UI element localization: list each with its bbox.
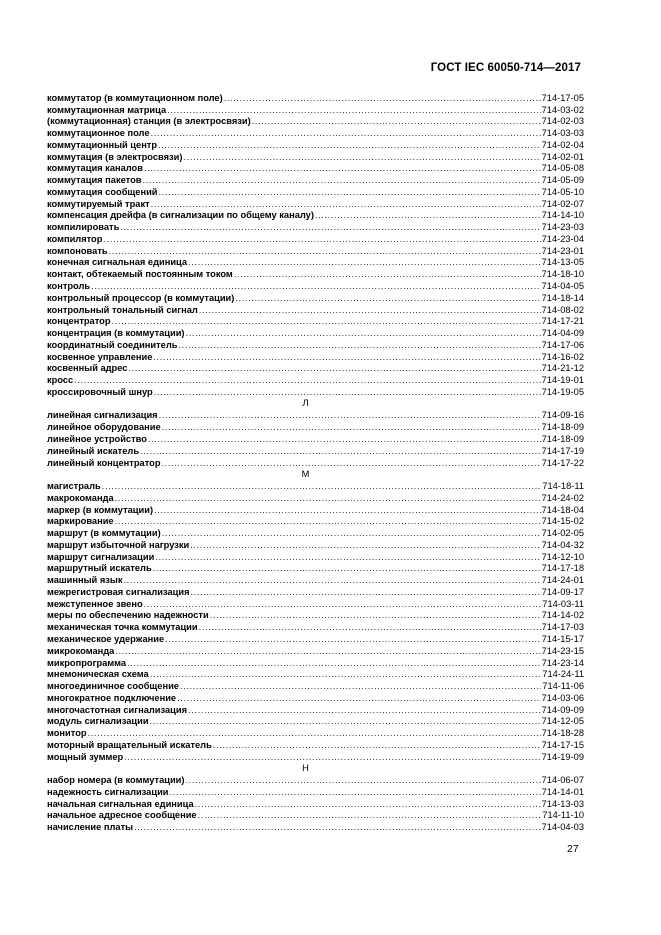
entry-term: надежность сигнализации: [47, 786, 169, 797]
index-entry: [47, 233, 584, 245]
dot-leader: [112, 316, 541, 327]
index-entry: [47, 280, 584, 292]
dot-leader: [183, 152, 540, 163]
entry-code: 714-23-01: [541, 245, 584, 256]
dot-leader: [148, 434, 541, 445]
entry-code: 714-18-10: [541, 269, 584, 280]
index-entry: [47, 116, 584, 128]
entry-term: набор номера (в коммутации): [47, 775, 185, 786]
index-entry: [47, 692, 584, 704]
dot-leader: [134, 822, 541, 833]
entry-code: 714-06-07: [541, 775, 584, 786]
entry-term: механическое удержание: [47, 633, 165, 644]
entry-code: 714-13-03: [541, 798, 584, 809]
dot-leader: [315, 210, 541, 221]
term-index: [47, 92, 584, 833]
entry-code: 714-04-32: [541, 539, 584, 550]
index-entry: [47, 786, 584, 798]
entry-code: 714-19-09: [541, 751, 584, 762]
dot-leader: [103, 234, 540, 245]
dot-leader: [191, 587, 541, 598]
dot-leader: [158, 140, 541, 151]
index-entry: [47, 680, 584, 692]
index-entry: [47, 821, 584, 833]
entry-term: линейный искатель: [47, 445, 140, 456]
index-entry: [47, 363, 584, 375]
dot-leader: [234, 269, 541, 280]
entry-code: 714-19-05: [541, 386, 584, 397]
index-entry: [47, 198, 584, 210]
entry-code: 714-18-09: [541, 433, 584, 444]
entry-code: 714-08-02: [541, 304, 584, 315]
index-entry: [47, 163, 584, 175]
dot-leader: [153, 563, 541, 574]
entry-term: линейная сигнализация: [47, 410, 158, 421]
entry-code: 714-05-10: [541, 186, 584, 197]
dot-leader: [188, 705, 541, 716]
entry-code: 714-03-06: [541, 692, 584, 703]
entry-term: коммутация каналов: [47, 163, 143, 174]
entry-code: 714-05-08: [541, 163, 584, 174]
entry-term: межрегистровая сигнализация: [47, 586, 190, 597]
index-entry: [47, 563, 584, 575]
index-entry: [47, 457, 584, 469]
entry-term: моторный вращательный искатель: [47, 739, 212, 750]
index-entry: [47, 339, 584, 351]
entry-code: 714-24-11: [542, 669, 584, 680]
dot-leader: [162, 458, 541, 469]
entry-term: линейное устройство: [47, 433, 147, 444]
dot-leader: [159, 187, 541, 198]
dot-leader: [120, 222, 540, 233]
entry-code: 714-04-03: [541, 822, 584, 833]
index-entry: [47, 751, 584, 763]
entry-code: 714-11-10: [542, 810, 584, 821]
dot-leader: [150, 669, 542, 680]
dot-leader: [213, 740, 541, 751]
entry-term: микропрограмма: [47, 657, 127, 668]
section-letter: М: [301, 468, 310, 479]
dot-leader: [124, 752, 540, 763]
dot-leader: [151, 199, 541, 210]
entry-term: коммутационная матрица: [47, 104, 167, 115]
entry-code: 714-09-16: [541, 410, 584, 421]
entry-term: мнемоническая схема: [47, 669, 149, 680]
entry-code: 714-17-05: [541, 92, 584, 103]
index-entry: [47, 669, 584, 681]
entry-term: машинный язык: [47, 575, 123, 586]
dot-leader: [162, 422, 541, 433]
dot-leader: [142, 175, 540, 186]
dot-leader: [167, 105, 540, 116]
entry-code: 714-12-05: [541, 716, 584, 727]
index-entry: [47, 551, 584, 563]
entry-term: кросс: [47, 375, 74, 386]
index-entry: [47, 704, 584, 716]
dot-leader: [144, 599, 542, 610]
entry-code: 714-23-15: [541, 645, 584, 656]
entry-term: координатный соединитель: [47, 339, 178, 350]
entry-code: 714-09-09: [541, 704, 584, 715]
entry-term: магистраль: [47, 481, 101, 492]
entry-term: механическая точка коммутации: [47, 622, 198, 633]
entry-code: 714-03-03: [541, 128, 584, 139]
entry-term: маршрут сигнализации: [47, 551, 155, 562]
index-entry: [47, 774, 584, 786]
entry-term: концентратор: [47, 316, 111, 327]
index-entry: [47, 445, 584, 457]
entry-term: контакт, обтекаемый постоянным током: [47, 269, 233, 280]
entry-code: 714-13-05: [541, 257, 584, 268]
dot-leader: [185, 775, 540, 786]
entry-code: 714-14-02: [541, 610, 584, 621]
entry-code: 714-11-06: [542, 681, 584, 692]
entry-code: 714-02-03: [541, 116, 584, 127]
entry-term: маркер (в коммутации): [47, 504, 154, 515]
index-entry: [47, 386, 584, 398]
index-entry: [47, 516, 584, 528]
entry-term: маршрут избыточной нагрузки: [47, 539, 190, 550]
entry-code: 714-12-10: [541, 551, 584, 562]
index-entry: [47, 151, 584, 163]
dot-leader: [115, 493, 541, 504]
entry-code: 714-17-15: [541, 739, 584, 750]
entry-term: маршрут (в коммутации): [47, 528, 161, 539]
entry-term: контроль: [47, 281, 91, 292]
index-entry: [47, 610, 584, 622]
entry-code: 714-18-04: [541, 504, 584, 515]
entry-code: 714-17-21: [541, 316, 584, 327]
entry-term: косвенное управление: [47, 351, 153, 362]
index-entry: [47, 92, 584, 104]
entry-term: кроссировочный шнур: [47, 386, 153, 397]
entry-term: концентрация (в коммутации): [47, 328, 185, 339]
index-entry: [47, 421, 584, 433]
entry-term: коммутатор (в коммутационном поле): [47, 92, 223, 103]
dot-leader: [150, 716, 541, 727]
entry-code: 714-03-02: [541, 104, 584, 115]
dot-leader: [186, 328, 541, 339]
dot-leader: [153, 352, 540, 363]
dot-leader: [198, 810, 542, 821]
index-entry: [47, 245, 584, 257]
dot-leader: [162, 528, 541, 539]
entry-code: 714-04-05: [541, 281, 584, 292]
index-entry: [47, 480, 584, 492]
entry-term: начисление платы: [47, 822, 134, 833]
entry-term: маркирование: [47, 516, 114, 527]
entry-term: многоединичное сообщение: [47, 681, 179, 692]
dot-leader: [102, 481, 542, 492]
dot-leader: [178, 340, 540, 351]
entry-term: начальная сигнальная единица: [47, 798, 194, 809]
dot-leader: [115, 516, 541, 527]
index-entry: [47, 716, 584, 728]
entry-term: микрокоманда: [47, 645, 115, 656]
entry-term: (коммутационная) станция (в электросвязи): [47, 116, 251, 127]
index-entry: [47, 104, 584, 116]
entry-term: многократное подключение: [47, 692, 177, 703]
index-entry: [47, 316, 584, 328]
entry-code: 714-14-10: [541, 210, 584, 221]
entry-term: макрокоманда: [47, 492, 114, 503]
index-entry: [47, 186, 584, 198]
index-entry: [47, 327, 584, 339]
index-entry: [47, 574, 584, 586]
entry-term: линейный концентратор: [47, 457, 161, 468]
dot-leader: [91, 281, 540, 292]
dot-leader: [210, 610, 541, 621]
index-entry: [47, 657, 584, 669]
entry-code: 714-24-01: [541, 575, 584, 586]
entry-term: модуль сигнализации: [47, 716, 149, 727]
dot-leader: [127, 658, 541, 669]
dot-leader: [235, 293, 540, 304]
entry-term: коммутируемый тракт: [47, 198, 150, 209]
entry-code: 714-02-01: [541, 151, 584, 162]
section-letter: Н: [302, 762, 309, 773]
entry-term: коммутационное поле: [47, 128, 150, 139]
entry-code: 714-19-01: [541, 375, 584, 386]
entry-code: 714-17-22: [541, 457, 584, 468]
index-entry: [47, 810, 584, 822]
index-entry: [47, 174, 584, 186]
dot-leader: [74, 375, 540, 386]
entry-code: 714-21-12: [541, 363, 584, 374]
entry-code: 714-02-05: [541, 528, 584, 539]
entry-term: начальное адресное сообщение: [47, 810, 197, 821]
entry-term: коммутационный центр: [47, 139, 158, 150]
entry-term: компоновать: [47, 245, 108, 256]
dot-leader: [151, 128, 541, 139]
index-entry: [47, 739, 584, 751]
index-entry: [47, 633, 584, 645]
entry-term: межступенное звено: [47, 598, 143, 609]
index-entry: [47, 539, 584, 551]
entry-term: меры по обеспечению надежности: [47, 610, 209, 621]
entry-code: 714-18-28: [541, 728, 584, 739]
entry-code: 714-23-03: [541, 222, 584, 233]
dot-leader: [252, 116, 541, 127]
entry-code: 714-02-07: [541, 198, 584, 209]
dot-leader: [144, 163, 541, 174]
dot-leader: [154, 505, 541, 516]
entry-code: 714-18-11: [542, 481, 584, 492]
index-entry: [47, 410, 584, 422]
index-entry: [47, 221, 584, 233]
entry-term: коммутация (в электросвязи): [47, 151, 183, 162]
index-entry: [47, 504, 584, 516]
dot-leader: [180, 681, 541, 692]
dot-leader: [165, 634, 540, 645]
entry-code: 714-09-17: [541, 586, 584, 597]
entry-term: конечная сигнальная единица: [47, 257, 188, 268]
dot-leader: [88, 728, 541, 739]
dot-leader: [195, 799, 541, 810]
entry-code: 714-18-09: [541, 422, 584, 433]
entry-code: 714-17-18: [541, 563, 584, 574]
dot-leader: [170, 787, 541, 798]
entry-code: 714-04-09: [541, 328, 584, 339]
index-entry: [47, 798, 584, 810]
entry-term: компенсация дрейфа (в сигнализации по общему каналу): [47, 210, 314, 221]
index-entry: [47, 645, 584, 657]
entry-code: 714-03-11: [542, 598, 584, 609]
dot-leader: [140, 446, 541, 457]
entry-code: 714-15-02: [541, 516, 584, 527]
index-entry: [47, 492, 584, 504]
entry-term: компилировать: [47, 222, 120, 233]
index-entry: [47, 527, 584, 539]
index-entry: [47, 127, 584, 139]
dot-leader: [115, 646, 540, 657]
entry-term: линейное оборудование: [47, 422, 161, 433]
dot-leader: [199, 305, 541, 316]
entry-term: косвенный адрес: [47, 363, 128, 374]
entry-code: 714-23-14: [541, 657, 584, 668]
index-entry: [47, 257, 584, 269]
entry-term: контрольный процессор (в коммутации): [47, 292, 235, 303]
entry-term: мощный зуммер: [47, 751, 124, 762]
entry-code: 714-23-04: [541, 233, 584, 244]
entry-term: многочастотная сигнализация: [47, 704, 188, 715]
entry-code: 714-24-02: [541, 492, 584, 503]
entry-code: 714-02-04: [541, 139, 584, 150]
index-entry: [47, 598, 584, 610]
index-entry: [47, 351, 584, 363]
index-entry: [47, 374, 584, 386]
index-entry: [47, 727, 584, 739]
page-number: 27: [567, 843, 579, 855]
entry-term: маршрутный искатель: [47, 563, 152, 574]
index-entry: [47, 210, 584, 222]
entry-code: 714-18-14: [541, 292, 584, 303]
index-entry: [47, 433, 584, 445]
entry-code: 714-16-02: [541, 351, 584, 362]
dot-leader: [177, 693, 541, 704]
entry-code: 714-17-19: [541, 445, 584, 456]
standard-header: ГОСТ IEC 60050-714—2017: [430, 62, 581, 74]
entry-term: коммутация пакетов: [47, 175, 142, 186]
dot-leader: [159, 410, 541, 421]
entry-term: монитор: [47, 728, 87, 739]
dot-leader: [155, 552, 540, 563]
index-entry: [47, 586, 584, 598]
index-entry: [47, 292, 584, 304]
dot-leader: [124, 575, 541, 586]
dot-leader: [154, 387, 541, 398]
dot-leader: [109, 246, 541, 257]
dot-leader: [199, 622, 541, 633]
entry-code: 714-14-01: [541, 786, 584, 797]
dot-leader: [128, 363, 540, 374]
index-entry: [47, 268, 584, 280]
entry-term: контрольный тональный сигнал: [47, 304, 198, 315]
index-entry: [47, 139, 584, 151]
section-letter: Л: [302, 397, 309, 408]
entry-term: коммутация сообщений: [47, 186, 158, 197]
entry-code: 714-05-09: [541, 175, 584, 186]
dot-leader: [188, 257, 541, 268]
dot-leader: [190, 540, 540, 551]
index-entry: [47, 304, 584, 316]
index-entry: [47, 621, 584, 633]
entry-code: 714-17-06: [541, 339, 584, 350]
dot-leader: [224, 93, 541, 104]
entry-term: компилятор: [47, 233, 103, 244]
entry-code: 714-15-17: [541, 633, 584, 644]
entry-code: 714-17-03: [541, 622, 584, 633]
